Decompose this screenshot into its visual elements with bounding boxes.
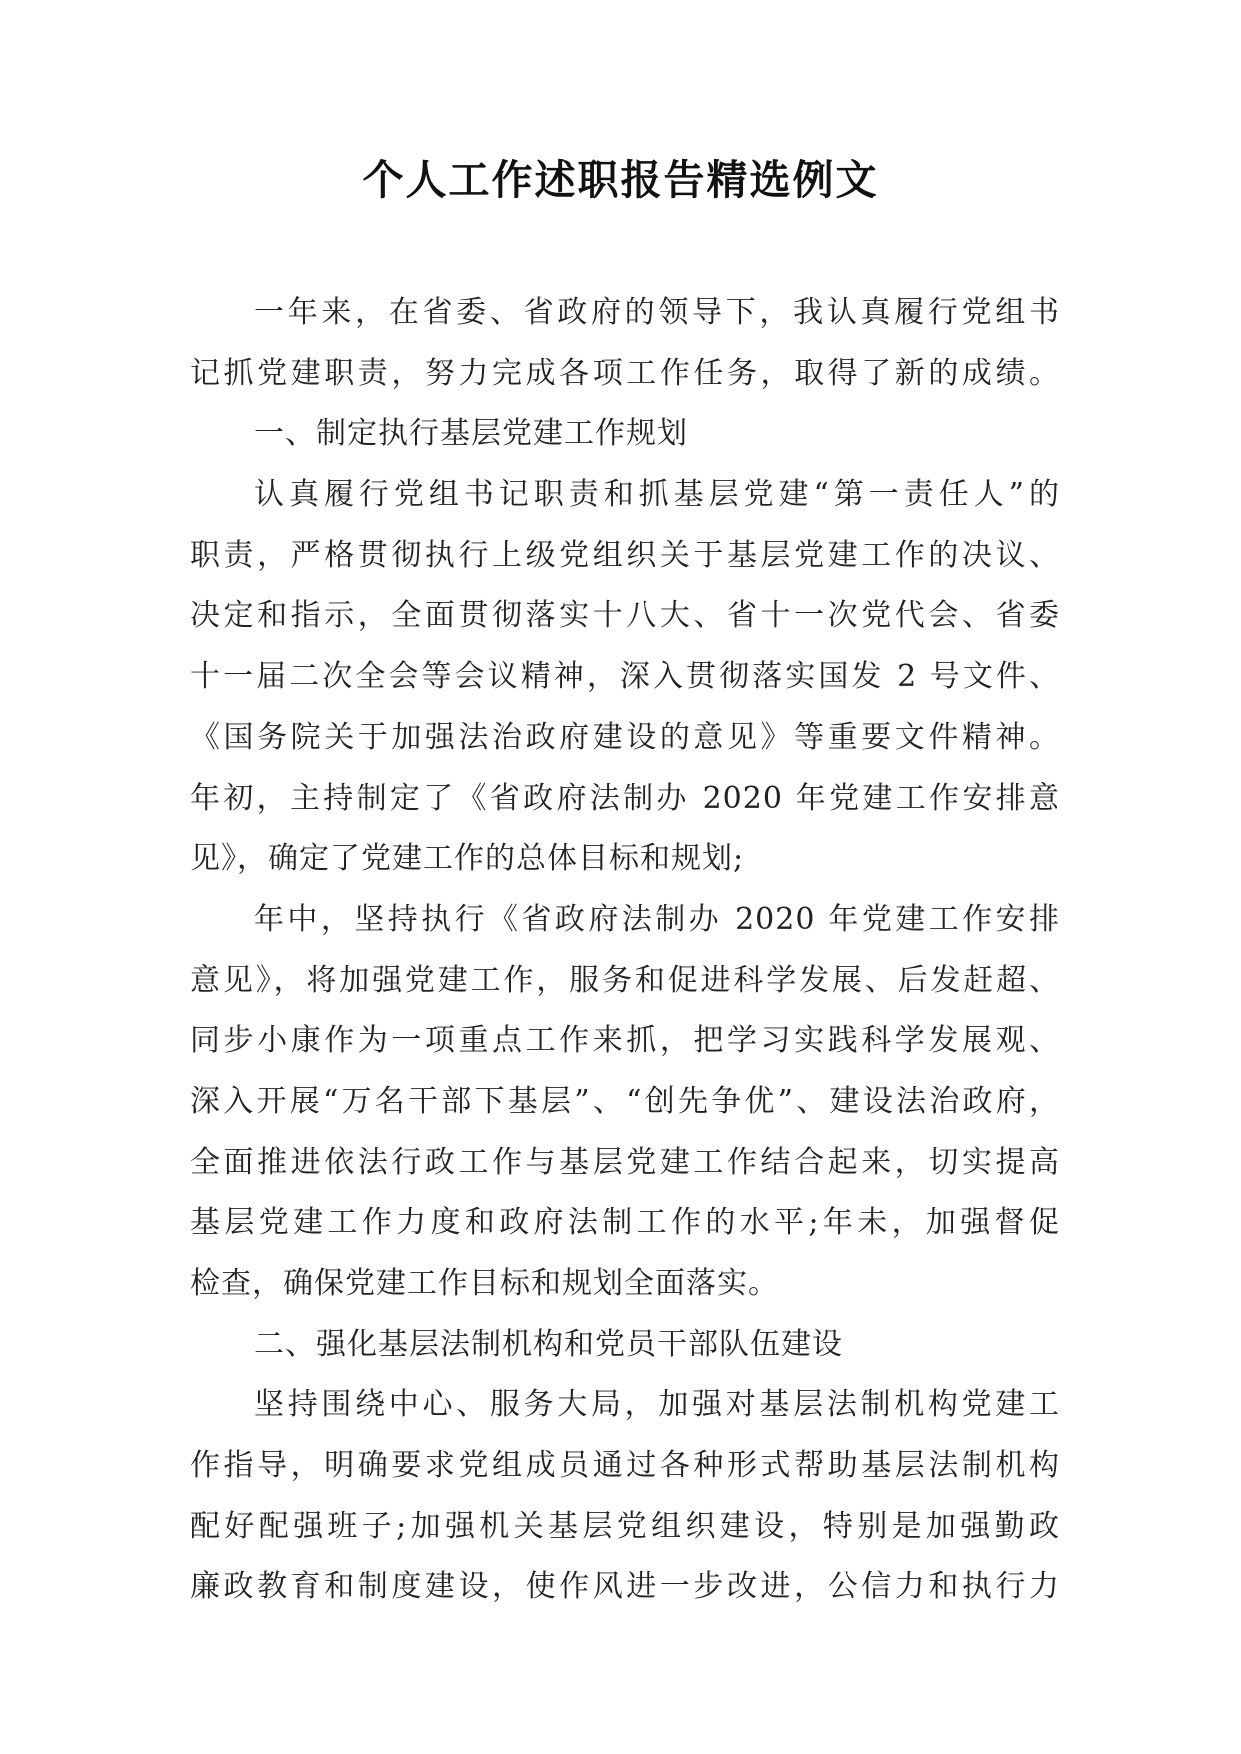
section-heading: 一、制定执行基层党建工作规划 xyxy=(254,416,688,452)
document-body xyxy=(190,283,1060,1618)
body-line: 坚持围绕中心、服务大局，加强对基层法制机构党建工 xyxy=(254,1387,1060,1423)
body-line: 年中，坚持执行《省政府法制办 2020 年党建工作安排 xyxy=(254,901,1060,937)
body-line: 记抓党建职责，努力完成各项工作任务，取得了新的成绩。 xyxy=(190,355,1060,391)
body-line: 基层党建工作力度和政府法制工作的水平;年未，加强督促 xyxy=(190,1205,1060,1241)
body-line: 全面推进依法行政工作与基层党建工作结合起来，切实提高 xyxy=(190,1144,1060,1180)
body-line: 廉政教育和制度建设，使作风进一步改进，公信力和执行力 xyxy=(190,1569,1060,1605)
body-line: 十一届二次全会等会议精神，深入贯彻落实国发 2 号文件、 xyxy=(190,659,1060,695)
body-line: 职责，严格贯彻执行上级党组织关于基层党建工作的决议、 xyxy=(190,537,1060,573)
body-line: 检查，确保党建工作目标和规划全面落实。 xyxy=(190,1266,779,1301)
body-line: 年初，主持制定了《省政府法制办 2020 年党建工作安排意 xyxy=(190,780,1060,816)
body-line: 决定和指示，全面贯彻落实十八大、省十一次党代会、省委 xyxy=(190,598,1060,634)
body-line: 意见》，将加强党建工作，服务和促进科学发展、后发赶超、 xyxy=(190,962,1060,998)
body-line: 认真履行党组书记职责和抓基层党建“第一责任人”的 xyxy=(254,477,1060,513)
body-line: 见》，确定了党建工作的总体目标和规划; xyxy=(190,841,745,877)
section-heading: 二、强化基层法制机构和党员干部队伍建设 xyxy=(254,1326,843,1362)
body-line: 一年来，在省委、省政府的领导下，我认真履行党组书 xyxy=(254,295,1060,330)
document-title: 个人工作述职报告精选例文 xyxy=(362,156,879,204)
body-line: 《国务院关于加强法治政府建设的意见》等重要文件精神。 xyxy=(190,719,1060,755)
body-line: 作指导，明确要求党组成员通过各种形式帮助基层法制机构 xyxy=(190,1448,1060,1484)
body-line: 深入开展“万名干部下基层”、“创先争优”、建设法治政府， xyxy=(190,1083,1060,1119)
body-line: 配好配强班子;加强机关基层党组织建设，特别是加强勤政 xyxy=(190,1508,1060,1544)
body-line: 同步小康作为一项重点工作来抓，把学习实践科学发展观、 xyxy=(190,1023,1060,1059)
